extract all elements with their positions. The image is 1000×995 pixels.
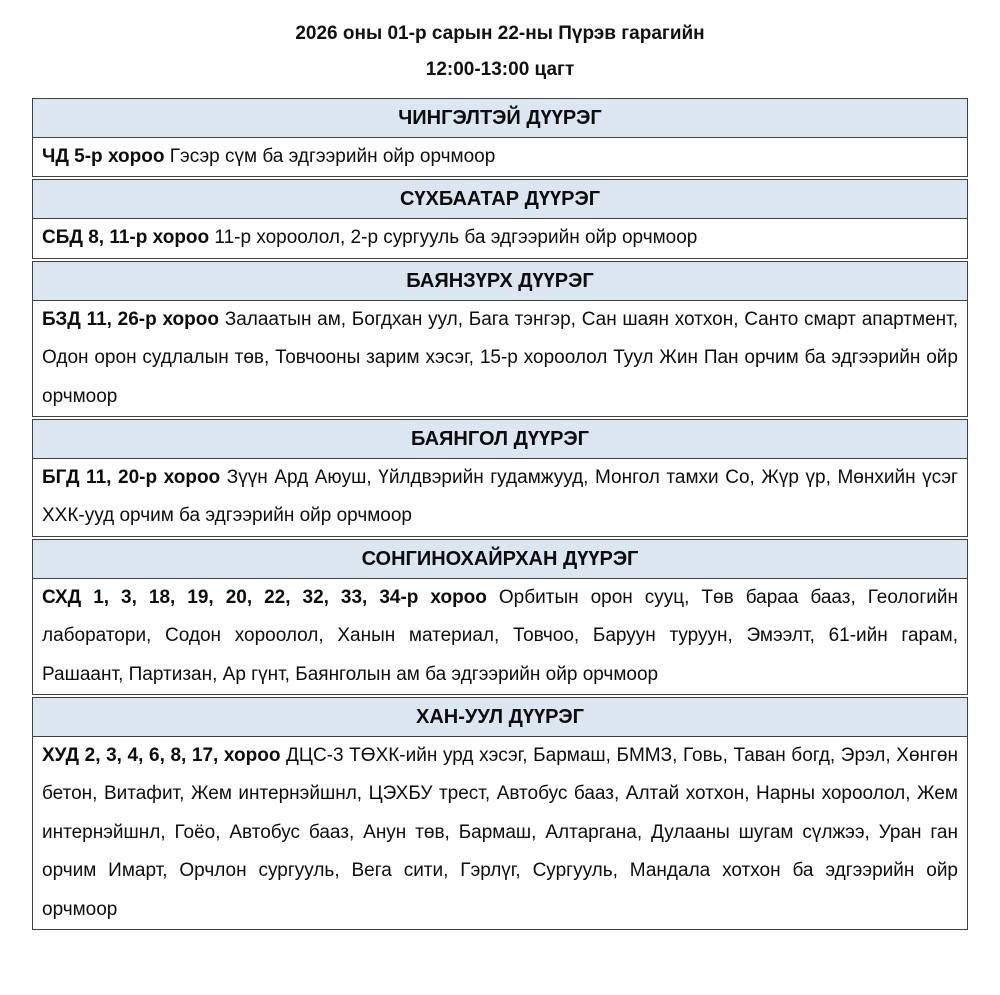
area-detail: ДЦС-3 ТӨХК-ийн урд хэсэг, Бармаш, БММЗ, Говь, Таван богд, Эрэл, Хөнгөн бетон, Витафит, Жем интернэйшнл, ЦЭХБУ трест, Автобус бааз, Алтай хотхон, Нарны хороолол, Жем интернэйшнл, Гоёо, Автобус бааз, Анун төв, Бармаш, Алтаргана, Дулааны шугам сүлжээ, Уран ган орчим Имарт, Орчлон сургууль, Вега сити, Гэрлүг, Сургууль, Мандала хотхон ба эдгээрийн ойр орчмоор [42, 745, 958, 920]
district-header [32, 98, 968, 138]
district-name: БАЯНГОЛ ДҮҮРЭГ [411, 428, 589, 451]
area-detail: 11-р хороолол, 2-р сургууль ба эдгээрийн ойр орчмоор [214, 227, 698, 249]
outage-area-text [33, 579, 967, 694]
district-section-sukhbaatar [32, 179, 968, 258]
schedule-table [32, 98, 968, 930]
district-row [32, 579, 968, 695]
area-detail: Залаатын ам, Богдхан уул, Бага тэнгэр, Сан шаян хотхон, Санто смарт апартмент, Одон орон судлалын төв, Товчооны зарим хэсэг, 15-р хороолол Туул Жин Пан орчим ба эдгээрийн ойр орчмоор [42, 308, 958, 407]
district-name: СҮХБААТАР ДҮҮРЭГ [399, 188, 601, 211]
khoroo-prefix: СБД 8, 11-р хороо [42, 227, 210, 249]
outage-area-text [33, 459, 967, 536]
district-name: БАЯНЗҮРХ ДҮҮРЭГ [406, 269, 594, 292]
district-header [32, 697, 968, 737]
district-section-chingeltei [32, 98, 968, 177]
area-detail: Орбитын орон сууц, Төв бараа бааз, Геологийн лаборатори, Содон хороолол, Ханын материал, Товчоо, Баруун туруун, Эмээлт, 61-ийн гарам, Рашаант, Партизан, Ар гүнт, Баянголын ам ба эдгээрийн ойр орчмоор [42, 586, 959, 685]
district-row [32, 459, 968, 537]
district-row [32, 301, 968, 417]
district-section-bayangol [32, 419, 968, 537]
khoroo-prefix: БГД 11, 20-р хороо [42, 467, 221, 489]
district-section-khan-uul [32, 697, 968, 930]
schedule-title [0, 16, 1000, 88]
area-detail: Зүүн Ард Аюуш, Үйлдвэрийн гудамжууд, Монгол тамхи Со, Жүр үр, Мөнхийн үсэг ХХК-ууд орчим ба эдгээрийн ойр орчмоор [42, 467, 958, 527]
khoroo-prefix: ЧД 5-р хороо [42, 146, 165, 167]
district-header [32, 419, 968, 459]
outage-area-text [33, 301, 967, 416]
district-row [32, 737, 968, 930]
district-section-bayanzurkh [32, 261, 968, 417]
khoroo-prefix: ХУД 2, 3, 4, 6, 8, 17, хороо [42, 745, 281, 767]
outage-area-text [33, 737, 967, 929]
district-name: СОНГИНОХАЙРХАН ДҮҮРЭГ [361, 547, 639, 570]
schedule-date-title: 2026 оны 01-р сарын 22-ны Пүрэв гарагийн [295, 23, 705, 44]
district-row [32, 138, 968, 177]
area-detail: Гэсэр сүм ба эдгээрийн ойр орчмоор [169, 146, 496, 167]
district-header [32, 261, 968, 301]
district-header [32, 179, 968, 219]
schedule-time-title: 12:00-13:00 цагт [425, 59, 575, 80]
district-name: ХАН-УУЛ ДҮҮРЭГ [416, 706, 584, 729]
district-row [32, 219, 968, 258]
khoroo-prefix: СХД 1, 3, 18, 19, 20, 22, 32, 33, 34-р хороо [42, 586, 487, 608]
district-section-songinokhairkhan [32, 539, 968, 695]
outage-area-text [33, 138, 967, 176]
district-name: ЧИНГЭЛТЭЙ ДҮҮРЭГ [398, 107, 602, 129]
district-header [32, 539, 968, 579]
khoroo-prefix: БЗД 11, 26-р хороо [42, 308, 219, 330]
outage-area-text [33, 219, 967, 257]
